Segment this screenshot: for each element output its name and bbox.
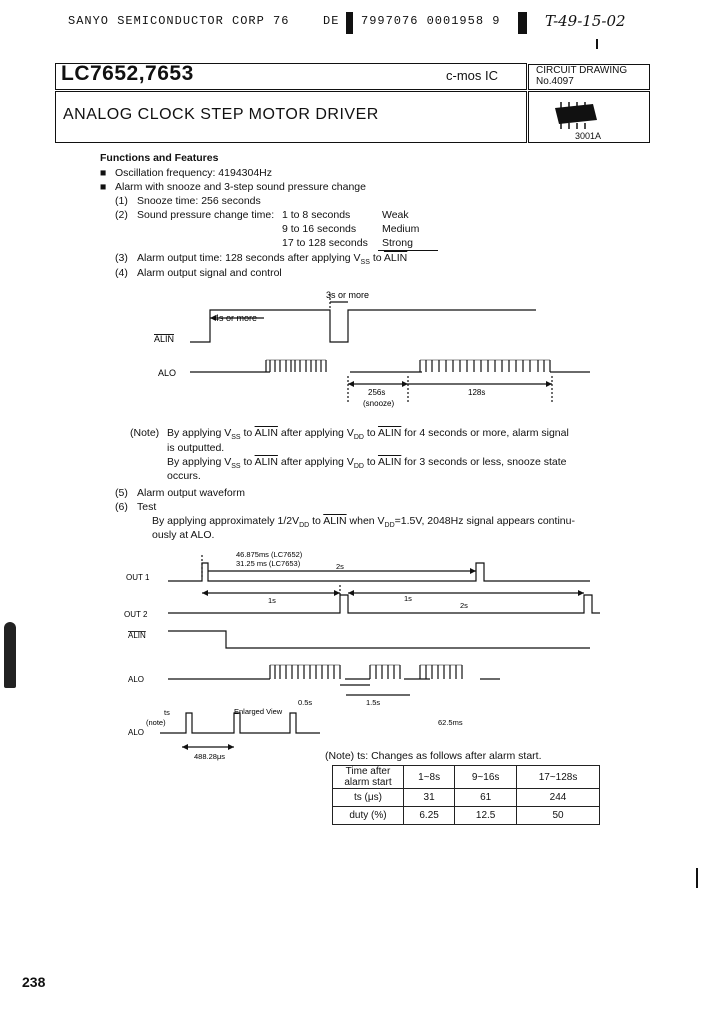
note-line-2: is outputted. xyxy=(167,442,225,454)
header-bar-mark xyxy=(346,12,353,34)
item-number: (3) xyxy=(115,252,128,264)
out1-waveform xyxy=(168,563,590,581)
ts-note: (Note) ts: Changes as follows after alarm start. xyxy=(325,750,542,762)
alin2-waveform xyxy=(168,631,590,648)
item-number: (4) xyxy=(115,267,128,279)
alin2-label: ALIN xyxy=(128,631,146,640)
technology-label: c-mos IC xyxy=(446,68,498,83)
package-code: 3001A xyxy=(575,131,602,141)
table-row-label: duty (%) xyxy=(333,807,404,825)
t-625ms: 62.5ms xyxy=(438,718,463,727)
bullet-icon: ■ xyxy=(100,181,107,193)
item-number: (1) xyxy=(115,195,128,207)
enlarged-view: Enlarged View xyxy=(234,707,283,716)
alo-enlarged-label: ALO xyxy=(128,728,145,737)
table-row-label: ts (μs) xyxy=(333,789,404,807)
handwritten-code: T-49-15-02 xyxy=(545,12,626,30)
test-line-2: ously at ALO. xyxy=(152,529,215,541)
sp-range: 17 to 128 seconds xyxy=(282,237,368,249)
table-col-head: 9~16s xyxy=(455,766,517,789)
t-2s-b: 2s xyxy=(460,601,468,610)
item-number: (5) xyxy=(115,487,128,499)
alo2-label: ALO xyxy=(128,675,145,684)
note-line-3: By applying $V_{SS}$ to ALIN after applying $V_{DD}$ to ALIN for 3 seconds or less, snooze state xyxy=(167,456,567,471)
table-cell: 50 xyxy=(517,807,600,825)
t-3125: 31.25 ms (LC7653) xyxy=(236,559,301,568)
product-name: ANALOG CLOCK STEP MOTOR DRIVER xyxy=(63,106,379,123)
out2-label: OUT 2 xyxy=(124,610,148,619)
out2-waveform xyxy=(168,595,600,613)
t-15s: 1.5s xyxy=(366,698,381,707)
note-line-4: occurs. xyxy=(167,470,201,482)
table-cell: 6.25 xyxy=(404,807,455,825)
alin-label: ALIN xyxy=(154,334,175,344)
note-label: (Note) xyxy=(130,427,160,439)
table-col-head: 1~8s xyxy=(404,766,455,789)
table-row xyxy=(333,789,600,807)
alo2-burst xyxy=(270,665,462,679)
table-cell: 31 xyxy=(404,789,455,807)
alo-enlarged-waveform xyxy=(160,713,320,733)
page-number: 238 xyxy=(22,974,46,990)
sp-level: Strong xyxy=(382,237,413,249)
t-1s-b: 1s xyxy=(404,594,412,603)
note-line-1: By applying $V_{SS}$ to ALIN after applying $V_{DD}$ to ALIN for 4 seconds or more, alarm signal xyxy=(167,427,569,442)
sp-range: 1 to 8 seconds xyxy=(282,209,351,221)
t-3s: 3s or more xyxy=(326,290,370,300)
code-number: 7997076 0001958 9 xyxy=(361,14,501,28)
alarm-output-signal: Alarm output signal and control xyxy=(137,267,282,279)
test-line-1: By applying approximately $1/2V_{DD}$ to ALIN when $V_{DD}=1.5V$, 2048Hz signal appears continu- xyxy=(152,515,575,530)
table-cell: 12.5 xyxy=(455,807,517,825)
part-number: LC7652,7653 xyxy=(61,62,194,85)
item-number: (6) xyxy=(115,501,128,513)
table-header-row xyxy=(333,766,600,789)
bullet-icon: ■ xyxy=(100,167,107,179)
snooze-text: Snooze time: 256 seconds xyxy=(137,195,261,207)
t-256: 256s xyxy=(368,388,386,397)
table-head-cell: Time after alarm start xyxy=(333,766,404,789)
circuit-drawing-no: No.4097 xyxy=(536,76,574,87)
ts-label: ts xyxy=(164,708,170,717)
item-number: (2) xyxy=(115,209,128,221)
table-row xyxy=(333,807,600,825)
t-snooze: (snooze) xyxy=(363,399,395,408)
sp-range: 9 to 16 seconds xyxy=(282,223,357,235)
alarm-timing-diagram xyxy=(150,284,590,414)
t-128: 128s xyxy=(468,388,486,397)
table-cell: 244 xyxy=(517,789,600,807)
t-48828: 488.28μs xyxy=(194,752,226,761)
sp-level: Weak xyxy=(382,209,409,221)
table-col-head: 17~128s xyxy=(517,766,600,789)
company-header: SANYO SEMICONDUCTOR CORP 76 xyxy=(68,14,290,28)
sound-pressure-label: Sound pressure change time: xyxy=(137,209,275,221)
out1-label: OUT 1 xyxy=(126,573,150,582)
header-bar-mark-2 xyxy=(518,12,527,34)
ts-table xyxy=(332,765,600,825)
t-05s: 0.5s xyxy=(298,698,313,707)
alarm-output-time: Alarm output time: 128 seconds after applying $V_{SS}$ to ALIN xyxy=(137,252,408,267)
table-cell: 61 xyxy=(455,789,517,807)
alo-burst-2 xyxy=(420,360,550,372)
handwritten-tick xyxy=(596,39,598,49)
underline-rule xyxy=(378,250,438,251)
t-1s-a: 1s xyxy=(268,596,276,605)
margin-mark xyxy=(696,868,698,888)
t-46875: 46.875ms (LC7652) xyxy=(236,550,303,559)
dip-package-icon xyxy=(553,98,613,130)
test-heading: Test xyxy=(137,501,157,513)
code-de: DE xyxy=(323,14,340,28)
sp-level: Medium xyxy=(382,223,420,235)
binder-clip-mark xyxy=(4,622,16,688)
t-2s-top: 2s xyxy=(336,562,344,571)
circuit-drawing-label: CIRCUIT DRAWING xyxy=(536,65,628,76)
note-small: (note) xyxy=(146,718,166,727)
oscillation-text: Oscillation frequency: 4194304Hz xyxy=(115,167,273,179)
alo-label: ALO xyxy=(158,368,177,378)
alarm-output-waveform: Alarm output waveform xyxy=(137,487,245,499)
features-heading: Functions and Features xyxy=(100,152,219,164)
alo-burst-1 xyxy=(266,360,326,372)
alarm-text: Alarm with snooze and 3-step sound pressure change xyxy=(115,181,366,193)
t-4s: 4s or more xyxy=(214,313,258,323)
